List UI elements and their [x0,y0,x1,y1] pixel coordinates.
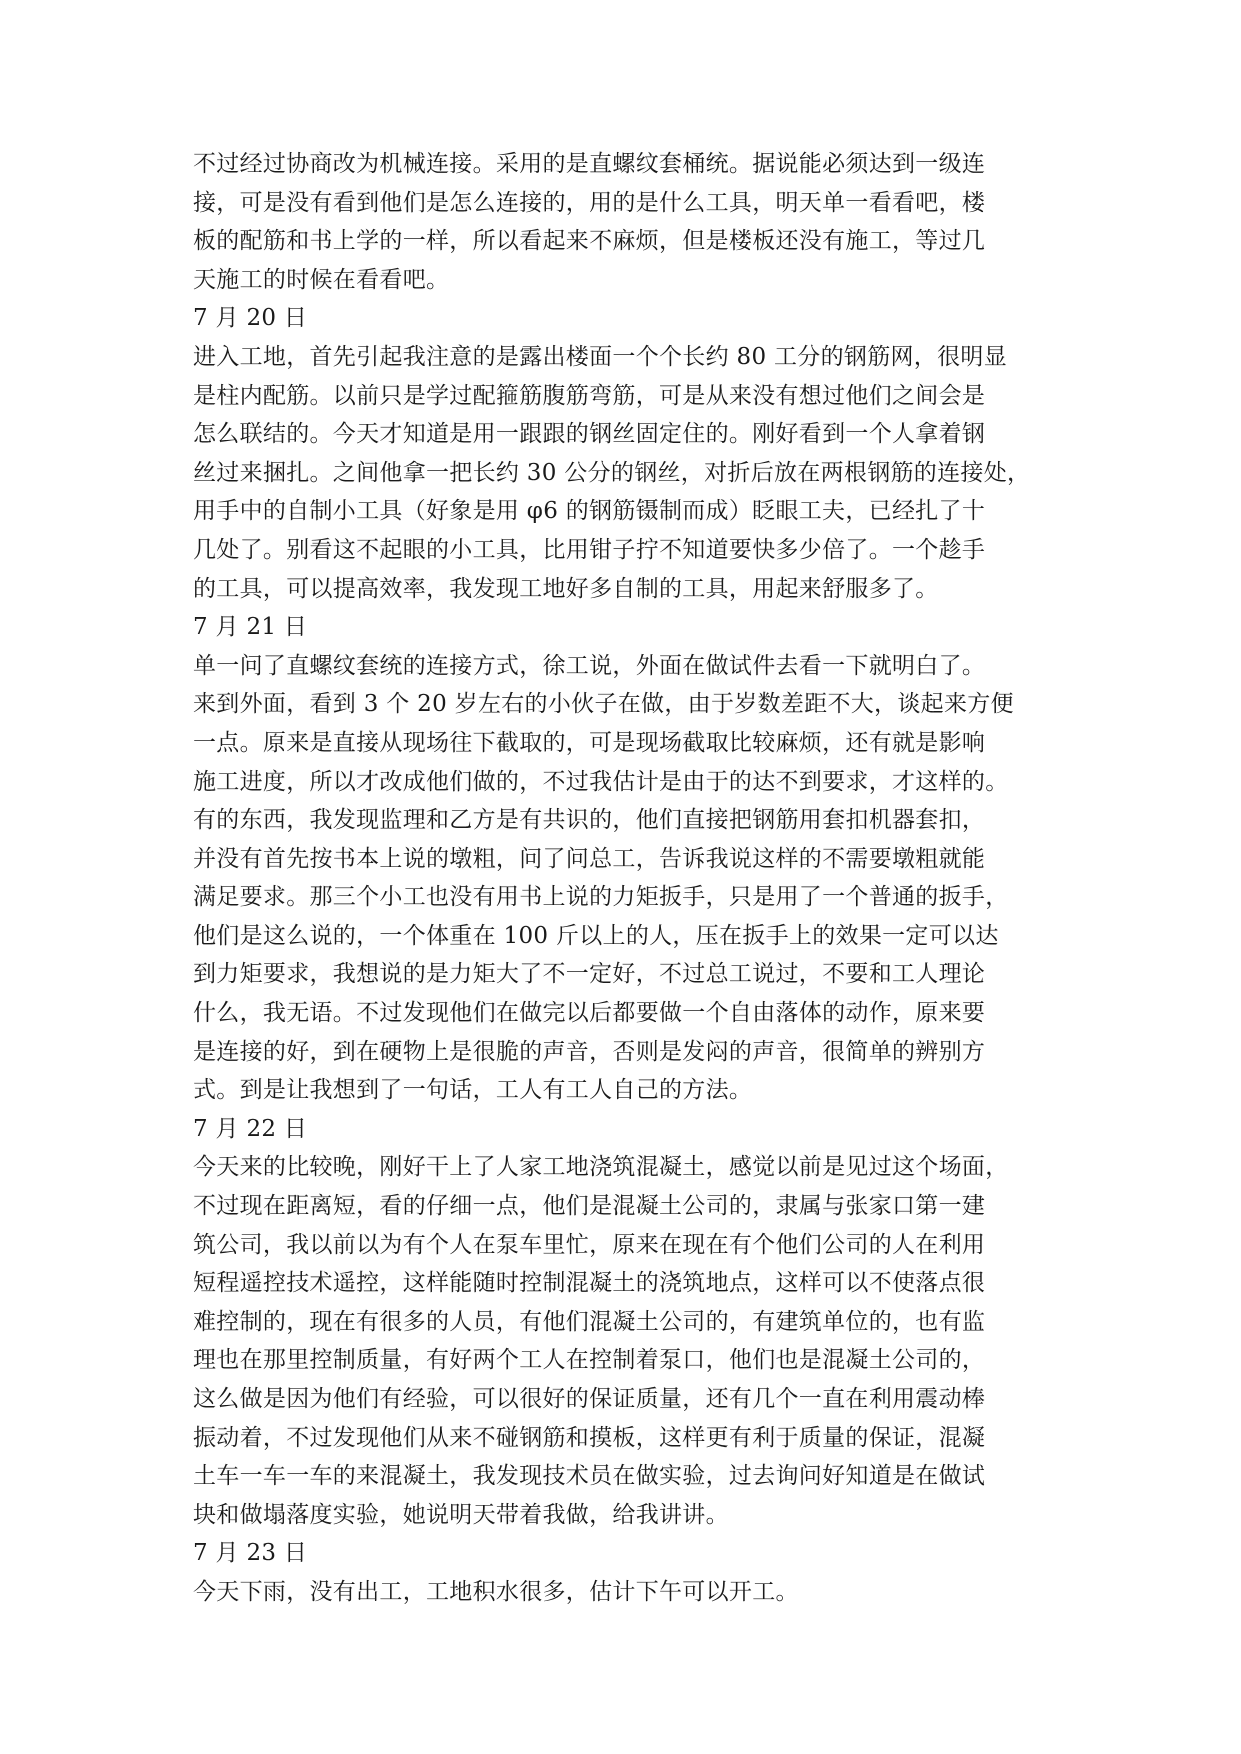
text-line: 丝过来捆扎。之间他拿一把长约 30 公分的钢丝，对折后放在两根钢筋的连接处， [193,459,1031,486]
date-heading: 7 月 21 日 [193,614,308,641]
diary-text [193,145,1073,1612]
date-heading: 7 月 20 日 [193,305,308,332]
text-line: 施工进度，所以才改成他们做的，不过我估计是由于的达不到要求，才这样的。 [193,768,1009,795]
text-line: 不过现在距离短，看的仔细一点，他们是混凝土公司的，隶属与张家口第一建 [193,1193,986,1220]
text-line: 来到外面，看到 3 个 20 岁左右的小伙子在做，由于岁数差距不大，谈起来方便 [193,691,1014,718]
text-line: 难控制的，现在有很多的人员，有他们混凝土公司的，有建筑单位的，也有监 [193,1308,986,1335]
text-line: 到力矩要求，我想说的是力矩大了不一定好，不过总工说过，不要和工人理论 [193,961,986,988]
text-line: 一点。原来是直接从现场往下截取的，可是现场截取比较麻烦，还有就是影响 [193,729,986,756]
text-line: 几处了。别看这不起眼的小工具，比用钳子拧不知道要快多少倍了。一个趁手 [193,536,986,563]
date-heading: 7 月 23 日 [193,1540,308,1567]
text-line: 今天下雨，没有出工，工地积水很多，估计下午可以开工。 [193,1578,799,1605]
text-line: 板的配筋和书上学的一样，所以看起来不麻烦，但是楼板还没有施工，等过几 [193,228,986,255]
text-line: 块和做塌落度实验，她说明天带着我做，给我讲讲。 [193,1501,729,1528]
date-heading: 7 月 22 日 [193,1115,308,1142]
text-line: 短程遥控技术遥控，这样能随时控制混凝土的浇筑地点，这样可以不使落点很 [193,1270,986,1297]
text-line: 接，可是没有看到他们是怎么连接的，用的是什么工具，明天单一看看吧，楼 [193,189,986,216]
text-line: 是柱内配筋。以前只是学过配箍筋腹筋弯筋，可是从来没有想过他们之间会是 [193,382,986,409]
text-line: 怎么联结的。今天才知道是用一跟跟的钢丝固定住的。刚好看到一个人拿着钢 [193,421,986,448]
text-line: 他们是这么说的，一个体重在 100 斤以上的人，压在扳手上的效果一定可以达 [193,922,999,949]
text-line: 的工具，可以提高效率，我发现工地好多自制的工具，用起来舒服多了。 [193,575,939,602]
text-line: 筑公司，我以前以为有个人在泵车里忙，原来在现在有个他们公司的人在利用 [193,1231,986,1258]
text-line: 是连接的好，到在硬物上是很脆的声音，否则是发闷的声音，很简单的辨别方 [193,1038,986,1065]
text-line: 今天来的比较晚，刚好干上了人家工地浇筑混凝土，感觉以前是见过这个场面， [193,1154,1009,1181]
text-line: 式。到是让我想到了一句话，工人有工人自己的方法。 [193,1077,753,1104]
text-line: 用手中的自制小工具（好象是用 φ6 的钢筋镊制而成）眨眼工夫，已经扎了十 [193,498,986,525]
text-line: 土车一车一车的来混凝土，我发现技术员在做实验，过去询问好知道是在做试 [193,1463,986,1490]
text-line: 理也在那里控制质量，有好两个工人在控制着泵口，他们也是混凝土公司的， [193,1347,986,1374]
text-line: 单一问了直螺纹套统的连接方式，徐工说，外面在做试件去看一下就明白了。 [193,652,986,679]
text-line: 这么做是因为他们有经验，可以很好的保证质量，还有几个一直在利用震动棒 [193,1386,986,1412]
text-line: 振动着，不过发现他们从来不碰钢筋和摸板，这样更有利于质量的保证，混凝 [193,1424,986,1451]
text-line: 天施工的时候在看看吧。 [193,266,450,293]
text-line: 进入工地，首先引起我注意的是露出楼面一个个长约 80 工分的钢筋网，很明显 [193,343,1007,370]
text-line: 并没有首先按书本上说的墩粗，问了问总工，告诉我说这样的不需要墩粗就能 [193,845,986,872]
text-line: 什么，我无语。不过发现他们在做完以后都要做一个自由落体的动作，原来要 [193,1000,986,1027]
text-line: 满足要求。那三个小工也没有用书上说的力矩扳手，只是用了一个普通的扳手， [193,884,1009,911]
text-line: 不过经过协商改为机械连接。采用的是直螺纹套桶统。据说能必须达到一级连 [193,151,986,177]
text-line: 有的东西，我发现监理和乙方是有共识的，他们直接把钢筋用套扣机器套扣， [193,807,986,834]
